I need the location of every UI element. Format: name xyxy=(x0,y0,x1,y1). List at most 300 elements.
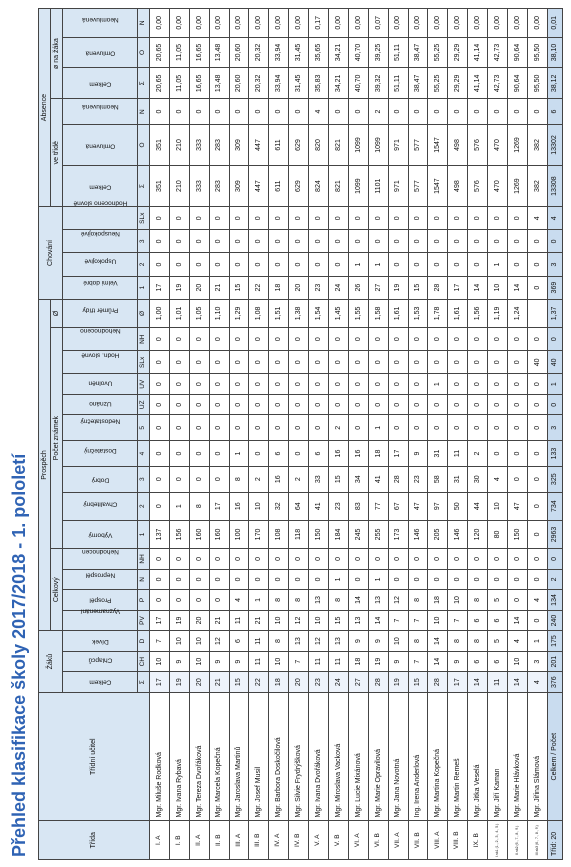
col-grade-6-text: Uvolněn xyxy=(88,379,113,387)
row-value: 0 xyxy=(189,415,209,441)
row-value: 0 xyxy=(508,207,528,230)
row-teacher: Mgr. Martin Remeš xyxy=(448,692,468,821)
col-absence-5-text: Neomluvená xyxy=(82,15,119,23)
row-teacher: Mgr. Josef Musil xyxy=(249,692,269,821)
row-value: 0 xyxy=(527,374,547,395)
row-value: 7 xyxy=(408,610,428,631)
row-value: 0 xyxy=(488,441,508,467)
footer-value: 2 xyxy=(548,569,563,590)
row-value: 1 xyxy=(329,569,349,590)
row-value: 0 xyxy=(329,351,349,374)
row-value: 333 xyxy=(189,124,209,165)
footer-value: 0,01 xyxy=(548,9,563,38)
col-grade-2-text: Dobrý xyxy=(91,476,110,484)
row-value: 0 xyxy=(189,590,209,611)
row-value: 8 xyxy=(408,590,428,611)
row-value: 0 xyxy=(229,253,249,276)
row-value: 17 xyxy=(209,492,229,520)
row-value: 0 xyxy=(269,207,289,230)
row-value: 6 xyxy=(468,610,488,631)
row-value: 0 xyxy=(189,253,209,276)
row-value: 14 xyxy=(348,590,368,611)
row-value: 0 xyxy=(527,230,547,253)
header-per-pupil: ø na žáka xyxy=(51,9,63,99)
footer-value: 376 xyxy=(548,672,563,693)
table-row xyxy=(229,9,249,860)
col-grade-0 xyxy=(63,520,138,548)
row-value: 64 xyxy=(289,492,309,520)
row-value: 0 xyxy=(269,569,289,590)
row-class: I. B xyxy=(169,821,189,860)
row-value: 0 xyxy=(249,394,269,415)
col-grade-7 xyxy=(63,351,138,374)
row-value: 17 xyxy=(448,276,468,299)
row-class: VI. A xyxy=(348,821,368,860)
row-value: 17 xyxy=(150,672,170,693)
row-value: 0 xyxy=(249,207,269,230)
row-value: 0 xyxy=(269,549,289,570)
row-value: 283 xyxy=(209,166,229,207)
row-value: 20 xyxy=(289,276,309,299)
row-value: 0 xyxy=(309,328,329,351)
row-value: 447 xyxy=(249,166,269,207)
row-value: 0 xyxy=(508,99,528,125)
col-overall-0 xyxy=(63,607,138,631)
row-value: 108 xyxy=(269,520,289,548)
row-class: II. B xyxy=(209,821,229,860)
row-value: 1,05 xyxy=(189,299,209,327)
row-value: 9 xyxy=(348,631,368,652)
col-behavior-0 xyxy=(63,276,138,299)
row-value: 14 xyxy=(468,276,488,299)
row-value: 24 xyxy=(329,276,349,299)
sym-grade-6: UV xyxy=(138,374,150,395)
row-value: 8 xyxy=(329,590,349,611)
row-value: 20,60 xyxy=(229,68,249,99)
row-value: 0 xyxy=(269,230,289,253)
row-class: VII. B xyxy=(408,821,428,860)
row-value: 29,29 xyxy=(448,37,468,68)
row-value: 0,00 xyxy=(388,9,408,38)
table-header xyxy=(39,9,150,860)
row-value: 0 xyxy=(428,351,448,374)
row-value: 0,00 xyxy=(229,9,249,38)
sym-absence-0: Σ xyxy=(138,166,150,207)
row-value: 0 xyxy=(209,99,229,125)
row-value: 20,65 xyxy=(150,68,170,99)
row-value: 0 xyxy=(169,441,189,467)
row-value: 10 xyxy=(448,590,468,611)
row-value: 13 xyxy=(348,610,368,631)
footer-value: 3 xyxy=(548,415,563,441)
row-value: 22 xyxy=(249,276,269,299)
row-value: 20,32 xyxy=(249,37,269,68)
row-value: 0 xyxy=(408,374,428,395)
row-value: 0 xyxy=(388,394,408,415)
row-value: 35,65 xyxy=(309,37,329,68)
row-value: 137 xyxy=(150,520,170,548)
row-value: 0 xyxy=(289,207,309,230)
row-value: 0 xyxy=(388,549,408,570)
row-value: 0 xyxy=(527,253,547,276)
row-value: 0 xyxy=(368,207,388,230)
row-value: 0 xyxy=(289,441,309,467)
row-value: 44 xyxy=(468,492,488,520)
row-value: 14 xyxy=(428,631,448,652)
row-value: 0 xyxy=(289,328,309,351)
row-value: 6 xyxy=(488,610,508,631)
row-value: 205 xyxy=(428,520,448,548)
sym-absence-4: O xyxy=(138,37,150,68)
row-value: 0 xyxy=(527,394,547,415)
table-row xyxy=(309,9,329,860)
row-value: 0 xyxy=(408,415,428,441)
row-value: 1,54 xyxy=(309,299,329,327)
row-value: 118 xyxy=(289,520,309,548)
row-value: 0 xyxy=(468,99,488,125)
row-value: 0 xyxy=(329,549,349,570)
row-value: 820 xyxy=(309,124,329,165)
row-value: 20 xyxy=(289,672,309,693)
row-class: VI. B xyxy=(368,821,388,860)
row-value: 47 xyxy=(508,492,528,520)
row-value: 0 xyxy=(169,351,189,374)
row-value: 0 xyxy=(468,374,488,395)
row-value: 210 xyxy=(169,124,189,165)
row-value: 8 xyxy=(229,466,249,492)
row-value: 15 xyxy=(408,276,428,299)
sym-avg: Ø xyxy=(138,299,150,327)
row-value: 0 xyxy=(189,99,209,125)
row-value: 10 xyxy=(169,631,189,652)
footer-value: 134 xyxy=(548,590,563,611)
row-value: 577 xyxy=(408,166,428,207)
row-value: 95,50 xyxy=(527,37,547,68)
footer-value: 240 xyxy=(548,610,563,631)
row-value: 1547 xyxy=(428,166,448,207)
row-value: 210 xyxy=(169,166,189,207)
row-value: 39,25 xyxy=(368,37,388,68)
row-value: 16 xyxy=(229,492,249,520)
row-value: 6 xyxy=(309,441,329,467)
row-value: 80 xyxy=(488,520,508,548)
sym-absence-3: Σ xyxy=(138,68,150,99)
sym-overall-1: P xyxy=(138,590,150,611)
row-value: 0 xyxy=(527,441,547,467)
row-value: 0,00 xyxy=(428,9,448,38)
row-value: 0 xyxy=(368,351,388,374)
row-value: 1 xyxy=(527,631,547,652)
row-value: 0 xyxy=(508,590,528,611)
row-value: 10 xyxy=(508,651,528,672)
row-teacher: Mgr. Marcela Kopečná xyxy=(209,692,229,821)
row-value: 0 xyxy=(289,394,309,415)
sym-grade-7: SLx xyxy=(138,351,150,374)
col-pupils-1 xyxy=(63,651,138,672)
row-value: 0 xyxy=(150,394,170,415)
row-value: 0 xyxy=(468,253,488,276)
table-row xyxy=(428,9,448,860)
row-teacher: Mgr. Silvie Frydrýšková xyxy=(289,692,309,821)
row-value: 0 xyxy=(229,230,249,253)
row-value: 14 xyxy=(508,610,528,631)
row-value: 1,24 xyxy=(508,299,528,327)
row-value: 824 xyxy=(309,166,329,207)
row-value: 0 xyxy=(329,207,349,230)
row-value: 0 xyxy=(527,466,547,492)
row-value: 0 xyxy=(229,549,249,570)
row-value: 0 xyxy=(209,207,229,230)
row-value: 4 xyxy=(309,99,329,125)
row-value: 0 xyxy=(209,466,229,492)
row-value: 0 xyxy=(408,569,428,590)
row-value: 184 xyxy=(329,520,349,548)
row-value: 0 xyxy=(448,99,468,125)
row-value: 41 xyxy=(309,492,329,520)
header-avg-group: Ø xyxy=(51,299,63,327)
row-value: 0 xyxy=(189,230,209,253)
row-value: 0 xyxy=(527,328,547,351)
col-grade-8-text: Nehodnoceno xyxy=(80,327,121,335)
row-value: 0 xyxy=(189,466,209,492)
row-value: 0 xyxy=(448,328,468,351)
footer-label: Celkem / Počet xyxy=(548,692,563,821)
col-grade-3 xyxy=(63,441,138,467)
row-value: 0 xyxy=(388,415,408,441)
row-class: III.sk3 (6., 7., 8., 9.) xyxy=(527,821,547,860)
row-value: 22 xyxy=(249,672,269,693)
footer-value: 0 xyxy=(548,549,563,570)
row-value: 0 xyxy=(527,569,547,590)
sym-absence-2: N xyxy=(138,99,150,125)
row-value: 0 xyxy=(448,569,468,590)
row-value: 19 xyxy=(388,672,408,693)
row-value: 31 xyxy=(448,466,468,492)
row-value: 0 xyxy=(388,230,408,253)
row-value: 0 xyxy=(428,569,448,590)
row-value: 0 xyxy=(229,569,249,590)
row-value: 33 xyxy=(309,466,329,492)
row-value: 8 xyxy=(269,631,289,652)
row-value: 17 xyxy=(388,441,408,467)
col-overall-2-text: Neprospěl xyxy=(85,571,116,579)
row-value: 19 xyxy=(388,276,408,299)
row-value: 0 xyxy=(388,569,408,590)
sym-behavior-3: SLx xyxy=(138,207,150,230)
row-value: 0,00 xyxy=(348,9,368,38)
row-value: 150 xyxy=(309,520,329,548)
row-value: 17 xyxy=(150,276,170,299)
col-grade-4 xyxy=(63,415,138,441)
footer-value: 201 xyxy=(548,651,563,672)
row-value: 1,55 xyxy=(348,299,368,327)
row-value: 0,00 xyxy=(209,9,229,38)
row-value: 9 xyxy=(388,651,408,672)
row-value: 0 xyxy=(468,394,488,415)
row-value: 470 xyxy=(488,124,508,165)
row-value: 0 xyxy=(229,374,249,395)
row-value: 40,70 xyxy=(348,68,368,99)
row-value: 0,00 xyxy=(448,9,468,38)
footer-value: 1,37 xyxy=(548,299,563,327)
row-value: 0 xyxy=(468,328,488,351)
table-row xyxy=(329,9,349,860)
row-value: 0 xyxy=(169,590,189,611)
row-value: 0 xyxy=(468,230,488,253)
row-value: 51,11 xyxy=(388,37,408,68)
row-value: 6 xyxy=(488,651,508,672)
row-value: 34,21 xyxy=(329,68,349,99)
row-value: 0 xyxy=(388,374,408,395)
row-value: 0 xyxy=(209,351,229,374)
row-value: 0 xyxy=(289,415,309,441)
row-value: 1,10 xyxy=(209,299,229,327)
row-value: 0 xyxy=(169,230,189,253)
row-value: 3 xyxy=(527,651,547,672)
row-value: 10 xyxy=(189,651,209,672)
row-value: 0 xyxy=(229,99,249,125)
col-grade-1-text: Chvalitebný xyxy=(83,500,118,508)
row-teacher: Mgr. Barbora Doskočilová xyxy=(269,692,289,821)
row-value: 0 xyxy=(508,253,528,276)
row-value: 0 xyxy=(309,230,329,253)
row-value: 0,00 xyxy=(468,9,488,38)
row-value: 447 xyxy=(249,124,269,165)
page-title: Přehled klasifikace školy 2017/2018 - 1. pololetí xyxy=(9,453,29,857)
row-value: 1 xyxy=(428,374,448,395)
row-value: 0 xyxy=(368,549,388,570)
row-value: 0 xyxy=(428,230,448,253)
row-value: 4 xyxy=(527,207,547,230)
row-value: 0 xyxy=(289,253,309,276)
row-value: 0 xyxy=(428,394,448,415)
row-value: 0 xyxy=(169,328,189,351)
row-value: 0 xyxy=(309,374,329,395)
row-value: 0 xyxy=(329,328,349,351)
row-value: 16,65 xyxy=(189,37,209,68)
row-value: 1,61 xyxy=(388,299,408,327)
footer-value: 369 xyxy=(548,276,563,299)
row-value: 0,00 xyxy=(488,9,508,38)
row-value: 0 xyxy=(150,328,170,351)
row-value: 0,00 xyxy=(289,9,309,38)
row-value: 34,21 xyxy=(329,37,349,68)
row-teacher: Mgr. Jana Novotná xyxy=(388,692,408,821)
sym-overall-0: PV xyxy=(138,610,150,631)
row-class: IV. A xyxy=(269,821,289,860)
row-value: 1 xyxy=(169,492,189,520)
row-value: 173 xyxy=(388,520,408,548)
row-value: 0 xyxy=(150,351,170,374)
row-value: 0 xyxy=(448,230,468,253)
header-overall: Celkový xyxy=(51,549,63,631)
row-value: 41,14 xyxy=(468,68,488,99)
row-value: 0 xyxy=(289,351,309,374)
row-value: 0 xyxy=(249,253,269,276)
row-value: 15 xyxy=(229,276,249,299)
row-class: II.sk2 (6., 7., 8., 9.) xyxy=(508,821,528,860)
row-value: 0 xyxy=(448,374,468,395)
sym-behavior-0: 1 xyxy=(138,276,150,299)
row-value: 0 xyxy=(408,99,428,125)
row-value: 4 xyxy=(488,466,508,492)
table-row xyxy=(289,9,309,860)
row-value: 150 xyxy=(508,520,528,548)
row-value: 1,45 xyxy=(329,299,349,327)
row-value: 0 xyxy=(388,328,408,351)
col-behavior-2-text: Neuspokojivé xyxy=(80,230,121,238)
row-value: 8 xyxy=(408,631,428,652)
footer-value: 40 xyxy=(548,351,563,374)
row-class: III. B xyxy=(249,821,269,860)
row-value: 28 xyxy=(368,672,388,693)
row-value: 0 xyxy=(309,549,329,570)
row-value: 11 xyxy=(309,651,329,672)
row-value: 55,25 xyxy=(428,37,448,68)
row-value: 38,47 xyxy=(408,68,428,99)
row-value: 13 xyxy=(309,590,329,611)
col-overall-3 xyxy=(63,549,138,570)
row-value: 0 xyxy=(348,99,368,125)
table-row xyxy=(189,9,209,860)
row-value: 470 xyxy=(488,166,508,207)
table-row xyxy=(468,9,488,860)
row-value: 18 xyxy=(348,651,368,672)
row-value: 146 xyxy=(408,520,428,548)
row-value: 11,05 xyxy=(169,37,189,68)
col-avg-text: Průměr třídy xyxy=(82,306,119,314)
header-absence: Absence xyxy=(39,9,51,207)
row-value: 0 xyxy=(508,328,528,351)
row-value: 16 xyxy=(348,441,368,467)
row-value: 10 xyxy=(150,651,170,672)
classification-table xyxy=(38,8,563,860)
footer-value: 3 xyxy=(548,253,563,276)
row-value: 18 xyxy=(269,672,289,693)
row-value: 77 xyxy=(368,492,388,520)
row-value: 21 xyxy=(209,276,229,299)
row-value: 0 xyxy=(150,230,170,253)
row-value: 13 xyxy=(329,631,349,652)
row-value: 90,64 xyxy=(508,68,528,99)
row-value: 0 xyxy=(527,610,547,631)
row-value: 0 xyxy=(348,207,368,230)
row-value: 1 xyxy=(229,441,249,467)
row-value: 17 xyxy=(448,672,468,693)
row-value: 0 xyxy=(209,394,229,415)
header-pupils: Žáků xyxy=(39,631,63,693)
footer-row xyxy=(548,9,563,860)
row-value: 2 xyxy=(368,99,388,125)
row-value: 0 xyxy=(289,569,309,590)
row-value: 0 xyxy=(348,569,368,590)
row-value: 20,65 xyxy=(150,37,170,68)
row-value: 100 xyxy=(229,520,249,548)
sym-pupils-2: D xyxy=(138,631,150,652)
col-pupils-0-text: Celkem xyxy=(89,678,112,686)
row-value: 10 xyxy=(488,276,508,299)
row-value: 0,00 xyxy=(527,9,547,38)
row-value: 0 xyxy=(428,415,448,441)
row-value: 0 xyxy=(508,374,528,395)
row-value: 0 xyxy=(229,394,249,415)
row-value: 0 xyxy=(249,99,269,125)
row-value: 8 xyxy=(189,492,209,520)
row-value: 0 xyxy=(209,415,229,441)
col-overall-0-text: Vyznamenání xyxy=(80,607,121,615)
col-behavior-1 xyxy=(63,253,138,276)
row-value: 10 xyxy=(269,610,289,631)
